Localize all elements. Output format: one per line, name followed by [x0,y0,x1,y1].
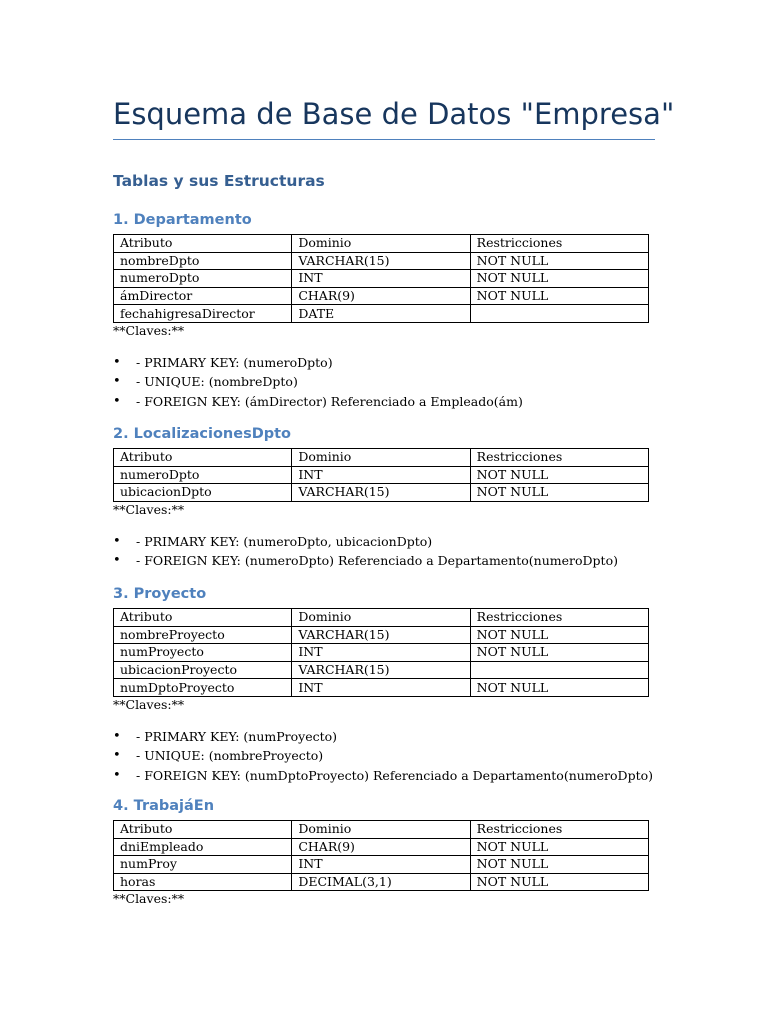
keys-list [113,353,655,411]
table-cell: NOT NULL [470,873,648,891]
key-text: - UNIQUE: (nombreProyecto) [136,748,324,764]
table-header-cell: Dominio [292,609,470,627]
table-title: 4. TrabajáEn [113,798,215,814]
table-cell: numProyecto [114,644,292,662]
bullet-icon: • [113,553,121,569]
key-text: - FOREIGN KEY: (numDptoProyecto) Referenciado a Departamento(numeroDpto) [136,767,654,783]
key-text: - FOREIGN KEY: (ámDirector) Referenciado a Empleado(ám) [136,393,523,409]
list-item [113,551,655,570]
table-row [114,661,649,679]
table-cell: ubicacionDpto [114,484,292,502]
keys-list [113,532,655,571]
table-cell: nombreProyecto [114,626,292,644]
list-item [113,392,655,411]
keys-label: **Claves:** [113,891,185,907]
table-cell: ámDirector [114,287,292,305]
table-row [114,287,649,305]
table-header-cell: Dominio [292,235,470,253]
table-header-cell: Atributo [114,449,292,467]
table-cell: fechahigresaDirector [114,305,292,323]
table-cell: INT [292,466,470,484]
keys-label: **Claves:** [113,322,185,338]
table-cell: NOT NULL [470,287,648,305]
table-cell: NOT NULL [470,838,648,856]
table-row [114,626,649,644]
table-cell [470,305,648,323]
table-header-row [114,235,649,253]
key-text: - UNIQUE: (nombreDpto) [136,374,298,390]
table-title: 1. Departamento [113,212,252,228]
key-text: - PRIMARY KEY: (numeroDpto, ubicacionDpto) [136,533,433,549]
table-row [114,856,649,874]
table-title: 2. LocalizacionesDpto [113,426,292,442]
table-cell: numDptoProyecto [114,679,292,697]
table-header-cell: Atributo [114,609,292,627]
table-row [114,252,649,270]
table-section [113,210,655,411]
list-item [113,532,655,551]
table-cell: NOT NULL [470,644,648,662]
table-header-cell: Restricciones [470,609,648,627]
table-row [114,484,649,502]
bullet-icon: • [113,393,121,409]
table-header-cell: Dominio [292,821,470,839]
bullet-icon: • [113,354,121,370]
list-item [113,766,655,785]
table-cell: DATE [292,305,470,323]
table-cell: INT [292,270,470,288]
table-cell: NOT NULL [470,252,648,270]
table-cell: dniEmpleado [114,838,292,856]
table-section [113,796,655,907]
bullet-icon: • [113,748,121,764]
key-text: - PRIMARY KEY: (numeroDpto) [136,354,333,370]
table-cell: numProy [114,856,292,874]
table-row [114,466,649,484]
bullet-icon: • [113,533,121,549]
key-text: - PRIMARY KEY: (numProyecto) [136,728,338,744]
keys-label: **Claves:** [113,696,185,712]
table-row [114,270,649,288]
table-header-cell: Dominio [292,449,470,467]
bullet-icon: • [113,767,121,783]
table-header-row [114,449,649,467]
table-cell: VARCHAR(15) [292,484,470,502]
table-cell: DECIMAL(3,1) [292,873,470,891]
table-row [114,644,649,662]
schema-table [113,820,649,891]
table-section [113,424,655,570]
table-header-row [114,821,649,839]
document-title: Esquema de Base de Datos "Empresa" [113,93,655,140]
schema-table [113,448,649,502]
table-cell: INT [292,679,470,697]
table-cell: VARCHAR(15) [292,661,470,679]
bullet-icon: • [113,728,121,744]
table-header-cell: Restricciones [470,235,648,253]
table-cell: nombreDpto [114,252,292,270]
table-cell: VARCHAR(15) [292,252,470,270]
key-text: - FOREIGN KEY: (numeroDpto) Referenciado a Departamento(numeroDpto) [136,553,618,569]
table-cell: NOT NULL [470,270,648,288]
table-header-cell: Atributo [114,821,292,839]
table-cell: NOT NULL [470,856,648,874]
table-row [114,305,649,323]
list-item [113,746,655,765]
list-item [113,372,655,391]
list-item [113,727,655,746]
table-cell: INT [292,856,470,874]
table-header-cell: Restricciones [470,449,648,467]
schema-table [113,608,649,697]
table-cell: VARCHAR(15) [292,626,470,644]
table-cell: numeroDpto [114,270,292,288]
table-cell: CHAR(9) [292,838,470,856]
table-row [114,679,649,697]
keys-label: **Claves:** [113,501,185,517]
table-cell: NOT NULL [470,679,648,697]
table-cell: horas [114,873,292,891]
section-heading: Tablas y sus Estructuras [113,172,325,190]
table-cell: ubicacionProyecto [114,661,292,679]
bullet-icon: • [113,374,121,390]
table-row [114,873,649,891]
table-cell: numeroDpto [114,466,292,484]
table-cell: CHAR(9) [292,287,470,305]
list-item [113,353,655,372]
table-cell: NOT NULL [470,484,648,502]
table-header-cell: Restricciones [470,821,648,839]
table-cell: NOT NULL [470,626,648,644]
table-cell [470,661,648,679]
table-title: 3. Proyecto [113,586,207,602]
table-header-row [114,609,649,627]
table-cell: INT [292,644,470,662]
schema-table [113,234,649,323]
table-section [113,584,655,785]
keys-list [113,727,655,785]
table-row [114,838,649,856]
table-cell: NOT NULL [470,466,648,484]
table-header-cell: Atributo [114,235,292,253]
